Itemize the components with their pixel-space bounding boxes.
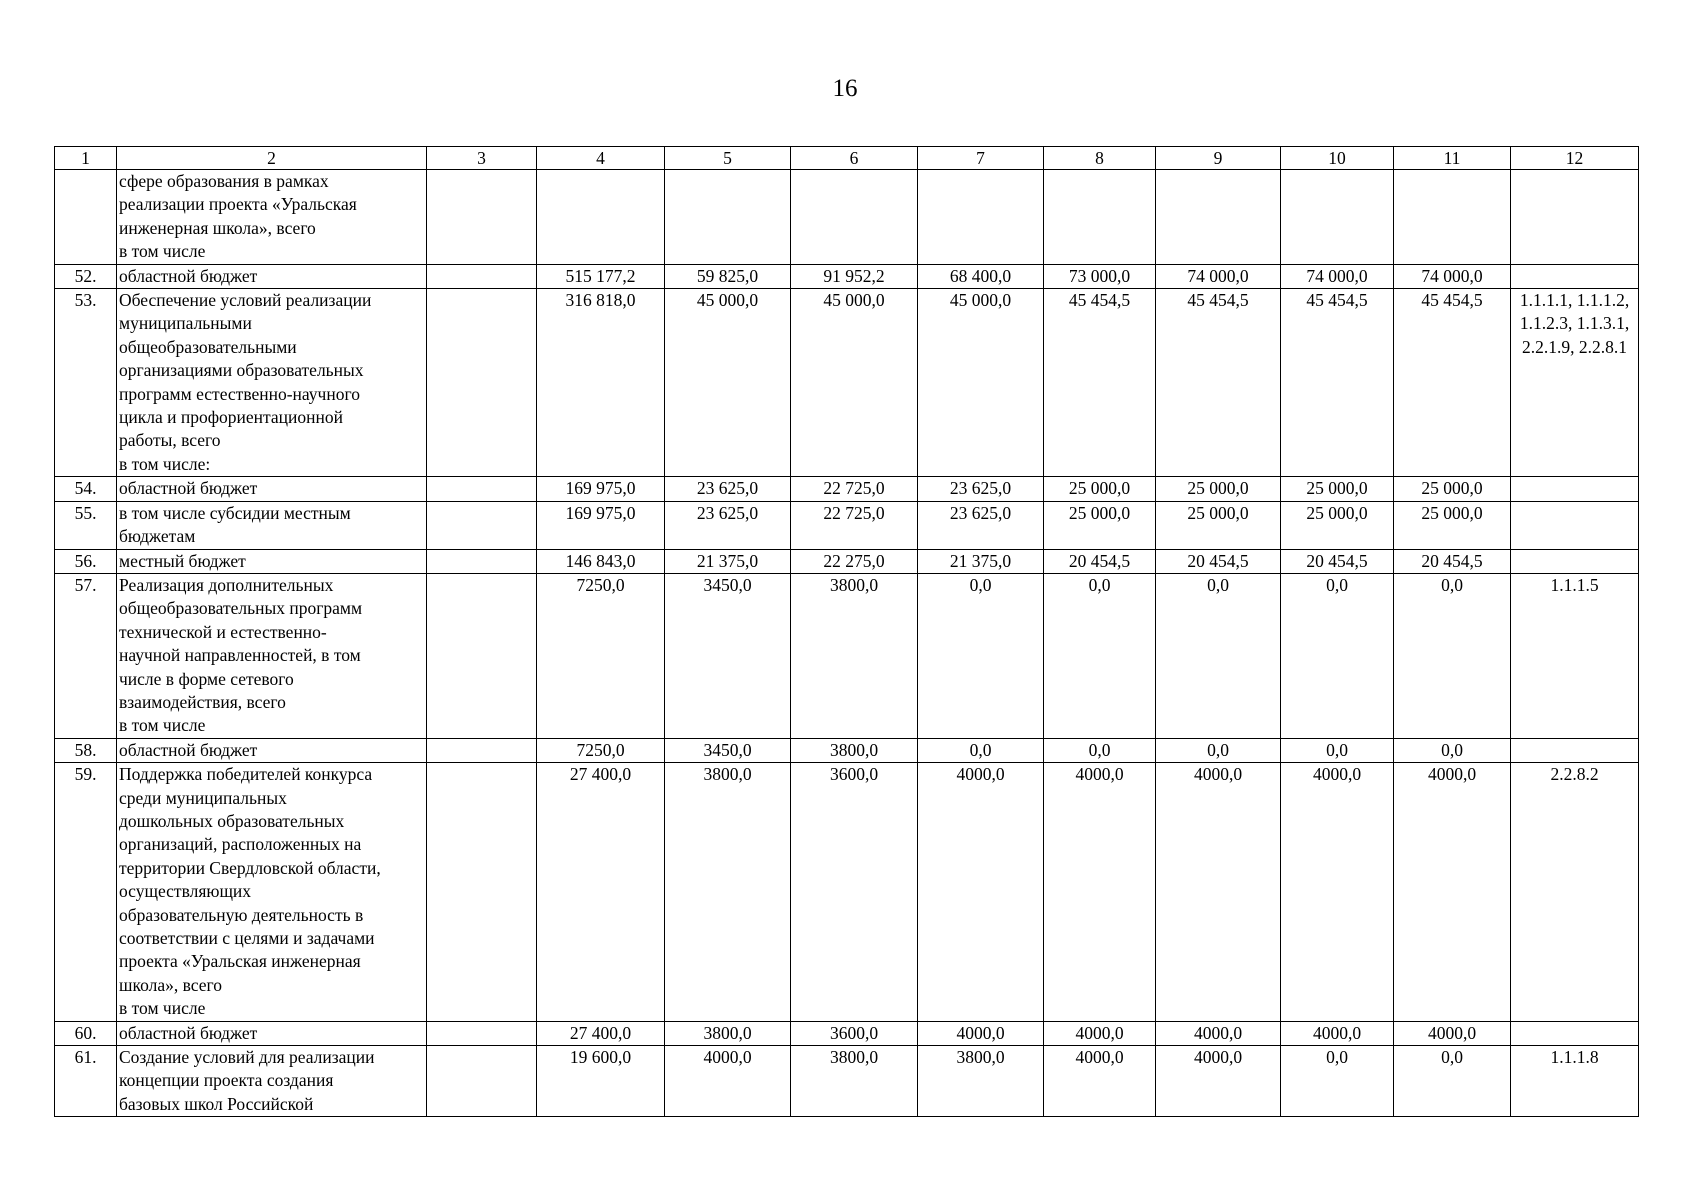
row-value-col-7: 45 000,0 [918, 289, 1044, 477]
row-value-col-8: 4000,0 [1044, 1046, 1156, 1117]
column-header-4: 4 [537, 147, 665, 170]
row-value-col-6: 45 000,0 [791, 289, 918, 477]
row-value-col-9: 4000,0 [1156, 1046, 1281, 1117]
row-value-col-8: 0,0 [1044, 573, 1156, 738]
row-value-col-10: 4000,0 [1281, 1021, 1394, 1045]
row-value-col-4: 316 818,0 [537, 289, 665, 477]
row-value-col-10: 0,0 [1281, 573, 1394, 738]
row-name-line: в том числе субсидии местным [119, 502, 351, 523]
row-value-col-11: 0,0 [1394, 573, 1511, 738]
row-name-line: среди муниципальных [119, 787, 287, 808]
row-value-col-4: 19 600,0 [537, 1046, 665, 1117]
row-name-line: реализации проекта «Уральская [119, 194, 357, 215]
row-value-col-10: 45 454,5 [1281, 289, 1394, 477]
row-value-col-10: 25 000,0 [1281, 477, 1394, 501]
row-name [117, 477, 427, 501]
row-value-col-7: 21 375,0 [918, 549, 1044, 573]
row-name-line: местный бюджет [119, 550, 246, 571]
column-header-5: 5 [665, 147, 791, 170]
row-value-col-9: 4000,0 [1156, 1021, 1281, 1045]
row-name-line: технической и естественно- [119, 621, 327, 642]
row-name-line: бюджетам [119, 526, 196, 547]
column-header-2: 2 [117, 147, 427, 170]
row-number: 60. [55, 1021, 117, 1045]
row-value-col-5: 3450,0 [665, 573, 791, 738]
row-col-3 [427, 549, 537, 573]
row-value-col-11: 25 000,0 [1394, 477, 1511, 501]
column-header-12: 12 [1511, 147, 1639, 170]
row-value-col-11: 25 000,0 [1394, 501, 1511, 549]
row-name-line: Реализация дополнительных [119, 574, 334, 595]
row-refs [1511, 549, 1639, 573]
row-value-col-6: 3600,0 [791, 763, 918, 1021]
row-name-line: программ естественно-научного [119, 383, 360, 404]
column-header-1: 1 [55, 147, 117, 170]
row-name-line: в том числе: [119, 453, 211, 474]
row-value-col-7: 4000,0 [918, 1021, 1044, 1045]
column-header-9: 9 [1156, 147, 1281, 170]
row-value-col-10: 0,0 [1281, 738, 1394, 762]
row-value-col-8: 73 000,0 [1044, 264, 1156, 288]
row-value-col-6: 3800,0 [791, 573, 918, 738]
row-number: 52. [55, 264, 117, 288]
page-number: 16 [832, 75, 858, 102]
row-name [117, 549, 427, 573]
row-name-line: организациями образовательных [119, 360, 364, 381]
row-name-line: научной направленностей, в том [119, 645, 361, 666]
row-refs [1511, 264, 1639, 288]
row-value-col-4: 515 177,2 [537, 264, 665, 288]
row-name [117, 1021, 427, 1045]
row-value-col-6: 22 725,0 [791, 477, 918, 501]
row-name-line: областной бюджет [119, 1022, 258, 1043]
row-value-col-6: 22 725,0 [791, 501, 918, 549]
row-value-col-9: 0,0 [1156, 573, 1281, 738]
table-row [55, 1021, 1639, 1045]
row-name-line: территории Свердловской области, [119, 857, 381, 878]
row-value-col-11 [1394, 170, 1511, 265]
row-value-col-9: 25 000,0 [1156, 477, 1281, 501]
row-value-col-6: 3800,0 [791, 738, 918, 762]
column-header-3: 3 [427, 147, 537, 170]
row-refs [1511, 477, 1639, 501]
row-name-line: образовательную деятельность в [119, 904, 364, 925]
row-value-col-9 [1156, 170, 1281, 265]
row-name-line: Обеспечение условий реализации [119, 290, 372, 311]
row-name-line: инженерная школа», всего [119, 217, 316, 238]
row-value-col-9: 20 454,5 [1156, 549, 1281, 573]
row-name [117, 763, 427, 1021]
table-row [55, 289, 1639, 477]
row-value-col-5: 4000,0 [665, 1046, 791, 1117]
row-value-col-4: 169 975,0 [537, 501, 665, 549]
row-col-3 [427, 170, 537, 265]
row-name [117, 573, 427, 738]
row-col-3 [427, 763, 537, 1021]
row-value-col-8: 4000,0 [1044, 1021, 1156, 1045]
row-refs [1511, 1021, 1639, 1045]
row-value-col-6: 91 952,2 [791, 264, 918, 288]
row-value-col-8: 25 000,0 [1044, 477, 1156, 501]
row-value-col-10: 4000,0 [1281, 763, 1394, 1021]
row-value-col-8: 0,0 [1044, 738, 1156, 762]
row-name-line: числе в форме сетевого [119, 668, 294, 689]
row-ref-line: 1.1.1.8 [1550, 1047, 1599, 1068]
row-value-col-5 [665, 170, 791, 265]
row-col-3 [427, 501, 537, 549]
row-value-col-8: 45 454,5 [1044, 289, 1156, 477]
row-value-col-5: 3800,0 [665, 763, 791, 1021]
row-refs [1511, 1046, 1639, 1117]
row-value-col-4: 169 975,0 [537, 477, 665, 501]
row-value-col-11: 20 454,5 [1394, 549, 1511, 573]
row-value-col-5: 23 625,0 [665, 477, 791, 501]
table-row [55, 573, 1639, 738]
row-name-line: концепции проекта создания [119, 1070, 334, 1091]
row-number: 56. [55, 549, 117, 573]
row-value-col-5: 3800,0 [665, 1021, 791, 1045]
row-value-col-4: 27 400,0 [537, 763, 665, 1021]
row-name-line: областной бюджет [119, 265, 258, 286]
row-name-line: в том числе [119, 241, 206, 262]
row-value-col-11: 0,0 [1394, 1046, 1511, 1117]
column-header-10: 10 [1281, 147, 1394, 170]
row-value-col-7: 0,0 [918, 573, 1044, 738]
row-name-line: в том числе [119, 715, 206, 736]
table-row [55, 738, 1639, 762]
row-value-col-5: 45 000,0 [665, 289, 791, 477]
row-name-line: областной бюджет [119, 739, 258, 760]
row-number: 58. [55, 738, 117, 762]
row-value-col-4: 146 843,0 [537, 549, 665, 573]
row-value-col-4: 7250,0 [537, 738, 665, 762]
row-value-col-9: 25 000,0 [1156, 501, 1281, 549]
row-value-col-9: 45 454,5 [1156, 289, 1281, 477]
row-name-line: организаций, расположенных на [119, 834, 362, 855]
row-ref-line: 1.1.2.3, 1.1.3.1, [1519, 313, 1630, 334]
row-value-col-6 [791, 170, 918, 265]
row-value-col-7 [918, 170, 1044, 265]
table-row [55, 549, 1639, 573]
row-value-col-5: 59 825,0 [665, 264, 791, 288]
row-value-col-7: 23 625,0 [918, 501, 1044, 549]
row-name-line: школа», всего [119, 974, 223, 995]
row-name [117, 264, 427, 288]
row-name-line: дошкольных образовательных [119, 810, 345, 831]
table-row [55, 763, 1639, 1021]
row-ref-line: 1.1.1.5 [1550, 574, 1599, 595]
row-number: 55. [55, 501, 117, 549]
row-value-col-11: 0,0 [1394, 738, 1511, 762]
row-value-col-4: 7250,0 [537, 573, 665, 738]
row-refs [1511, 763, 1639, 1021]
row-name-line: Поддержка победителей конкурса [119, 764, 373, 785]
row-value-col-8: 25 000,0 [1044, 501, 1156, 549]
row-value-col-7: 23 625,0 [918, 477, 1044, 501]
column-header-11: 11 [1394, 147, 1511, 170]
row-name-line: базовых школ Российской [119, 1093, 314, 1114]
row-col-3 [427, 264, 537, 288]
row-value-col-7: 68 400,0 [918, 264, 1044, 288]
row-value-col-4 [537, 170, 665, 265]
row-refs [1511, 573, 1639, 738]
row-value-col-7: 3800,0 [918, 1046, 1044, 1117]
row-name-line: в том числе [119, 998, 206, 1019]
row-name-line: муниципальными [119, 313, 252, 334]
row-col-3 [427, 289, 537, 477]
row-name-line: работы, всего [119, 430, 221, 451]
row-value-col-10: 0,0 [1281, 1046, 1394, 1117]
row-value-col-11: 74 000,0 [1394, 264, 1511, 288]
row-value-col-9: 4000,0 [1156, 763, 1281, 1021]
row-value-col-9: 74 000,0 [1156, 264, 1281, 288]
row-col-3 [427, 573, 537, 738]
row-name-line: сфере образования в рамках [119, 171, 329, 191]
row-name [117, 501, 427, 549]
column-header-row [55, 147, 1639, 170]
row-name-line: взаимодействия, всего [119, 691, 286, 712]
row-name [117, 1046, 427, 1117]
row-number: 53. [55, 289, 117, 477]
row-value-col-8 [1044, 170, 1156, 265]
table-row [55, 501, 1639, 549]
row-value-col-11: 4000,0 [1394, 763, 1511, 1021]
table-row [55, 1046, 1639, 1117]
row-value-col-10 [1281, 170, 1394, 265]
row-value-col-7: 4000,0 [918, 763, 1044, 1021]
row-value-col-10: 25 000,0 [1281, 501, 1394, 549]
row-name [117, 170, 427, 265]
row-name-line: общеобразовательных программ [119, 598, 363, 619]
row-value-col-11: 4000,0 [1394, 1021, 1511, 1045]
row-value-col-6: 22 275,0 [791, 549, 918, 573]
row-refs [1511, 289, 1639, 477]
row-col-3 [427, 1046, 537, 1117]
row-name-line: проекта «Уральская инженерная [119, 951, 361, 972]
table-row [55, 264, 1639, 288]
budget-table [54, 146, 1639, 1117]
row-value-col-5: 21 375,0 [665, 549, 791, 573]
row-number [55, 170, 117, 265]
row-number: 59. [55, 763, 117, 1021]
row-col-3 [427, 477, 537, 501]
row-number: 61. [55, 1046, 117, 1117]
table-row [55, 477, 1639, 501]
row-number: 54. [55, 477, 117, 501]
row-refs [1511, 170, 1639, 265]
row-value-col-7: 0,0 [918, 738, 1044, 762]
row-name [117, 289, 427, 477]
row-value-col-10: 20 454,5 [1281, 549, 1394, 573]
row-col-3 [427, 738, 537, 762]
row-value-col-6: 3600,0 [791, 1021, 918, 1045]
column-header-8: 8 [1044, 147, 1156, 170]
row-value-col-11: 45 454,5 [1394, 289, 1511, 477]
row-number: 57. [55, 573, 117, 738]
row-value-col-6: 3800,0 [791, 1046, 918, 1117]
row-ref-line: 2.2.8.2 [1550, 764, 1599, 785]
row-refs [1511, 738, 1639, 762]
row-value-col-4: 27 400,0 [537, 1021, 665, 1045]
table-row [55, 170, 1639, 265]
row-value-col-10: 74 000,0 [1281, 264, 1394, 288]
row-name-line: соответствии с целями и задачами [119, 928, 375, 948]
row-ref-line: 1.1.1.1, 1.1.1.2, [1519, 290, 1630, 311]
row-name-line: Создание условий для реализации [119, 1047, 375, 1068]
row-value-col-8: 4000,0 [1044, 763, 1156, 1021]
row-value-col-9: 0,0 [1156, 738, 1281, 762]
row-value-col-5: 23 625,0 [665, 501, 791, 549]
row-name-line: областной бюджет [119, 478, 258, 499]
row-col-3 [427, 1021, 537, 1045]
row-name [117, 738, 427, 762]
row-name-line: цикла и профориентационной [119, 407, 344, 428]
row-value-col-5: 3450,0 [665, 738, 791, 762]
column-header-7: 7 [918, 147, 1044, 170]
row-refs [1511, 501, 1639, 549]
table-body [55, 170, 1639, 1117]
row-ref-line: 2.2.1.9, 2.2.8.1 [1522, 336, 1627, 357]
row-value-col-8: 20 454,5 [1044, 549, 1156, 573]
row-name-line: общеобразовательными [119, 336, 297, 357]
column-header-6: 6 [791, 147, 918, 170]
row-name-line: осуществляющих [119, 881, 252, 902]
